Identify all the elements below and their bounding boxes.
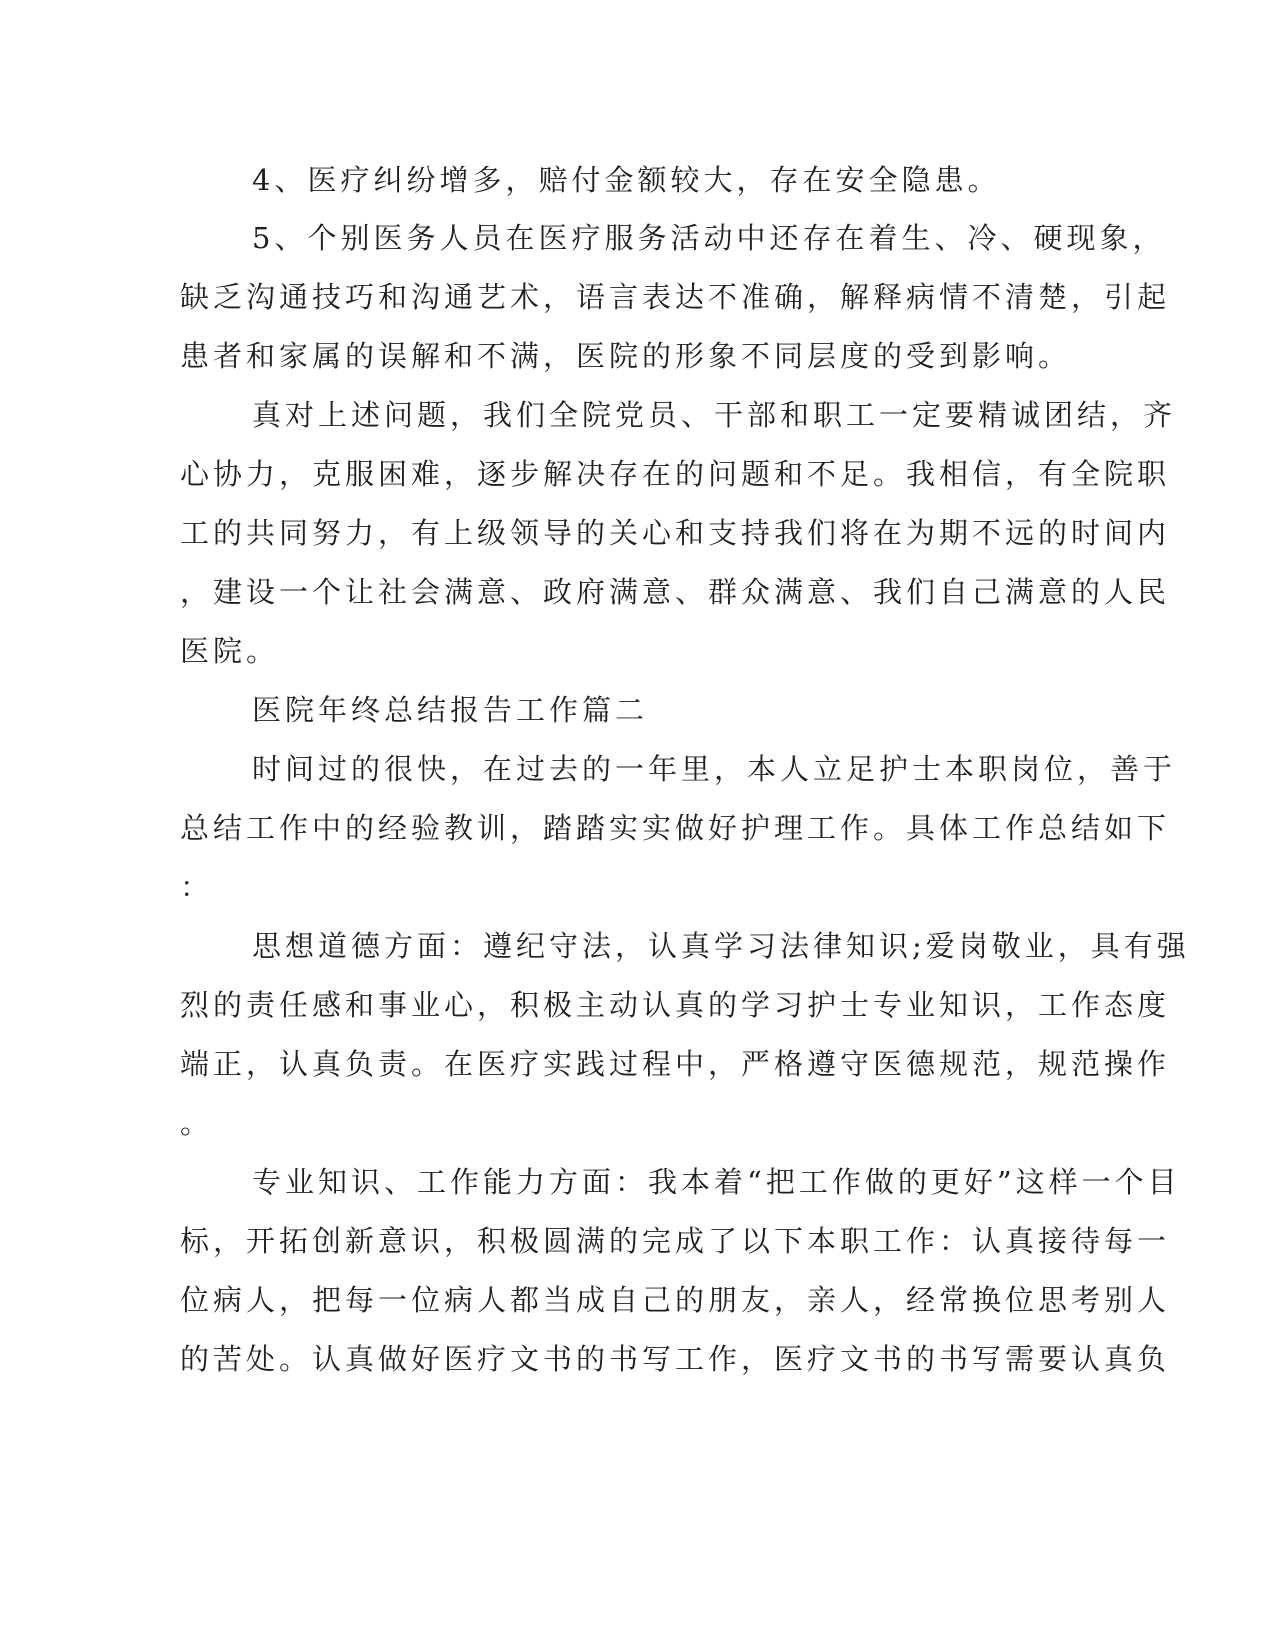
- text-line: 思想道德方面：遵纪守法，认真学习法律知识;爱岗敬业，具有强: [252, 929, 1190, 963]
- text-line: 4、医疗纠纷增多，赔付金额较大，存在安全隐患。: [252, 163, 1001, 197]
- text-line: 位病人，把每一位病人都当成自己的朋友，亲人，经常换位思考别人: [180, 1283, 1171, 1317]
- text-line: 端正，认真负责。在医疗实践过程中，严格遵守医德规范，规范操作: [180, 1047, 1171, 1081]
- text-line: 工的共同努力，有上级领导的关心和支持我们将在为期不远的时间内: [180, 516, 1171, 550]
- text-line: 的苦处。认真做好医疗文书的书写工作，医疗文书的书写需要认真负: [180, 1342, 1171, 1376]
- text-line: 缺乏沟通技巧和沟通艺术，语言表达不准确，解释病情不清楚，引起: [180, 280, 1171, 314]
- text-line: 真对上述问题，我们全院党员、干部和职工一定要精诚团结，齐: [252, 398, 1177, 432]
- text-line: 标，开拓创新意识，积极圆满的完成了以下本职工作：认真接待每一: [180, 1224, 1171, 1258]
- text-line: ：: [180, 870, 214, 904]
- text-line: 5、个别医务人员在医疗服务活动中还存在着生、冷、硬现象，: [252, 221, 1166, 255]
- text-line: 时间过的很快，在过去的一年里，本人立足护士本职岗位，善于: [252, 752, 1177, 786]
- text-line: 专业知识、工作能力方面：我本着“把工作做的更好”这样一个目: [252, 1165, 1181, 1199]
- text-line: 医院。: [180, 634, 280, 668]
- text-line: 心协力，克服困难，逐步解决存在的问题和不足。我相信，有全院职: [180, 457, 1171, 491]
- text-line: 患者和家属的误解和不满，医院的形象不同层度的受到影响。: [180, 339, 1072, 373]
- section-heading: 医院年终总结报告工作篇二: [252, 693, 649, 727]
- text-line: ，建设一个让社会满意、政府满意、群众满意、我们自己满意的人民: [180, 575, 1171, 609]
- text-line: 烈的责任感和事业心，积极主动认真的学习护士专业知识，工作态度: [180, 988, 1171, 1022]
- text-line: 总结工作中的经验教训，踏踏实实做好护理工作。具体工作总结如下: [180, 811, 1171, 845]
- text-line: 。: [180, 1106, 214, 1140]
